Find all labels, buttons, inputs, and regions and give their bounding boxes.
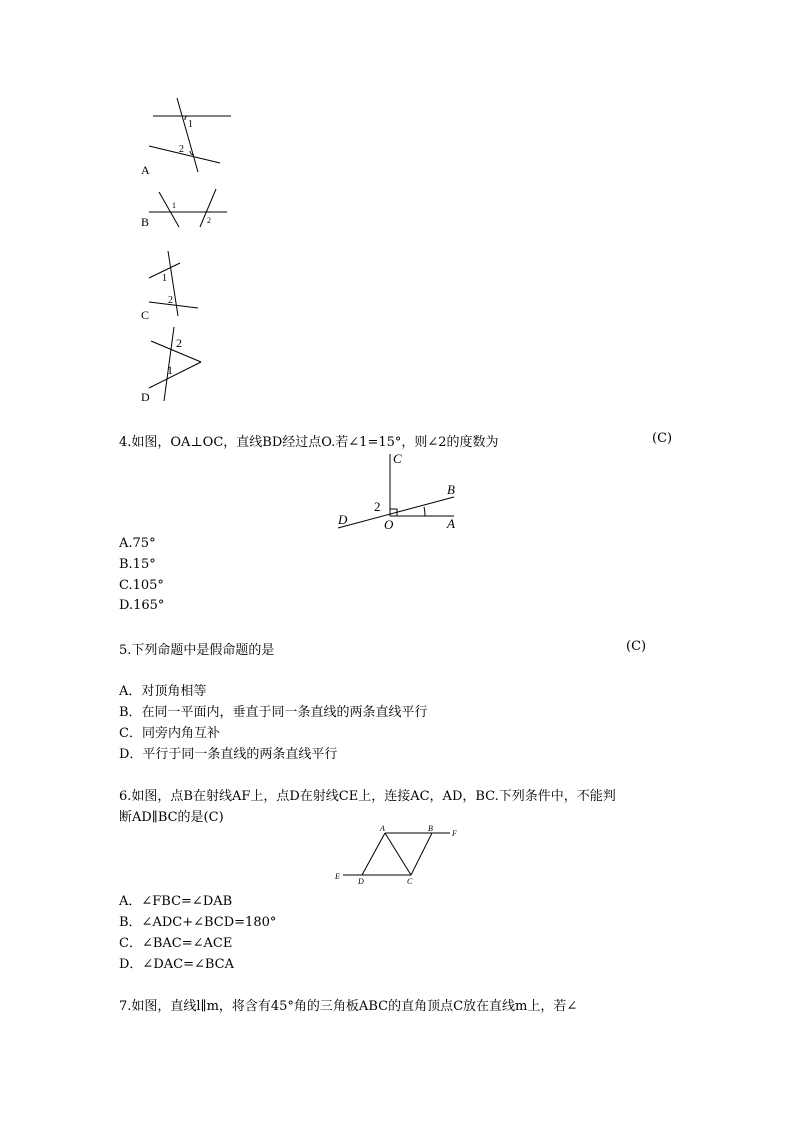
q4-label-o: O xyxy=(384,517,394,532)
q6-segment-bc xyxy=(411,833,432,875)
q6-label-d: D xyxy=(358,877,364,886)
q6-option-c: C．∠BAC=∠ACE xyxy=(119,936,233,951)
q3c-transversal xyxy=(168,251,178,316)
q3b-angle2-label: 2 xyxy=(207,216,211,225)
q3d-angle2-label: 2 xyxy=(176,336,182,350)
q6-segment-ac xyxy=(385,833,411,875)
q4-stem: 4.如图，OA⊥OC，直线BD经过点O.若∠1=15°，则∠2的度数为 xyxy=(119,435,499,450)
q3b-option-letter: B xyxy=(141,215,150,229)
q3d-option-letter: D xyxy=(141,390,150,404)
q6-option-a: A．∠FBC=∠DAB xyxy=(119,894,233,909)
q3a-angle1-arc xyxy=(185,116,187,120)
q6-figure xyxy=(330,822,470,888)
q6-option-b: B．∠ADC+∠BCD=180° xyxy=(119,915,277,930)
q6-label-b: B xyxy=(428,824,433,833)
q3-figure-d xyxy=(135,322,245,407)
q6-option-d: D．∠DAC=∠BCA xyxy=(119,957,234,972)
q5-option-a: A．对顶角相等 xyxy=(119,684,207,699)
q5-answer: (C) xyxy=(626,639,647,654)
q5-option-b: B．在同一平面内，垂直于同一条直线的两条直线平行 xyxy=(119,705,428,720)
q4-option-d: D.165° xyxy=(119,598,165,613)
q4-label-b: B xyxy=(447,482,455,497)
q3a-slanted-line xyxy=(149,146,220,163)
q5-option-d: D．平行于同一条直线的两条直线平行 xyxy=(119,747,338,762)
q3c-angle2-label: 2 xyxy=(168,295,173,306)
q4-option-c: C.105° xyxy=(119,578,164,593)
q4-option-a: A.75° xyxy=(119,536,156,551)
q4-answer: (C) xyxy=(652,431,673,446)
q3c-option-letter: C xyxy=(141,308,150,322)
q4-label-a: A xyxy=(447,516,455,531)
q3-figure-c xyxy=(135,245,245,325)
q6-label-e: E xyxy=(335,872,340,881)
q6-label-c: C xyxy=(407,877,413,886)
q3c-horizontal-line xyxy=(149,302,198,308)
q5-option-c: C．同旁内角互补 xyxy=(119,726,220,741)
q3a-angle2-label: 2 xyxy=(179,144,184,155)
q3a-transversal xyxy=(177,98,198,172)
q4-label-d: D xyxy=(338,512,348,527)
q3b-angle1-label: 1 xyxy=(172,201,176,210)
q4-figure xyxy=(330,448,470,533)
q4-option-b: B.15° xyxy=(119,557,156,572)
q3a-angle1-label: 1 xyxy=(188,119,193,130)
q7-stem: 7.如图，直线l∥m，将含有45°角的三角板ABC的直角顶点C放在直线m上，若∠ xyxy=(119,999,578,1014)
q4-angle2-label: 2 xyxy=(374,499,381,514)
q6-stem-line1: 6.如图，点B在射线AF上，点D在射线CE上，连接AC，AD，BC.下列条件中，不能判 xyxy=(119,789,616,804)
q6-label-f: F xyxy=(452,829,457,838)
q3-figure-b xyxy=(135,186,245,231)
q4-line-bd xyxy=(338,497,454,528)
q3d-lower-line xyxy=(149,362,201,388)
q6-stem-line2: 断AD∥BC的是(C) xyxy=(119,810,224,825)
q3a-option-letter: A xyxy=(141,163,150,177)
q6-label-a: A xyxy=(380,824,385,833)
q3c-angle1-label: 1 xyxy=(162,273,167,284)
q5-stem: 5.下列命题中是假命题的是 xyxy=(119,643,275,658)
q4-angle1-arc xyxy=(424,507,425,516)
q3b-left-transversal xyxy=(159,192,179,227)
q3d-angle1-label: 1 xyxy=(167,363,173,377)
q4-label-c: C xyxy=(393,451,402,466)
q6-segment-ad xyxy=(362,833,385,875)
q3-figure-a xyxy=(135,92,245,182)
